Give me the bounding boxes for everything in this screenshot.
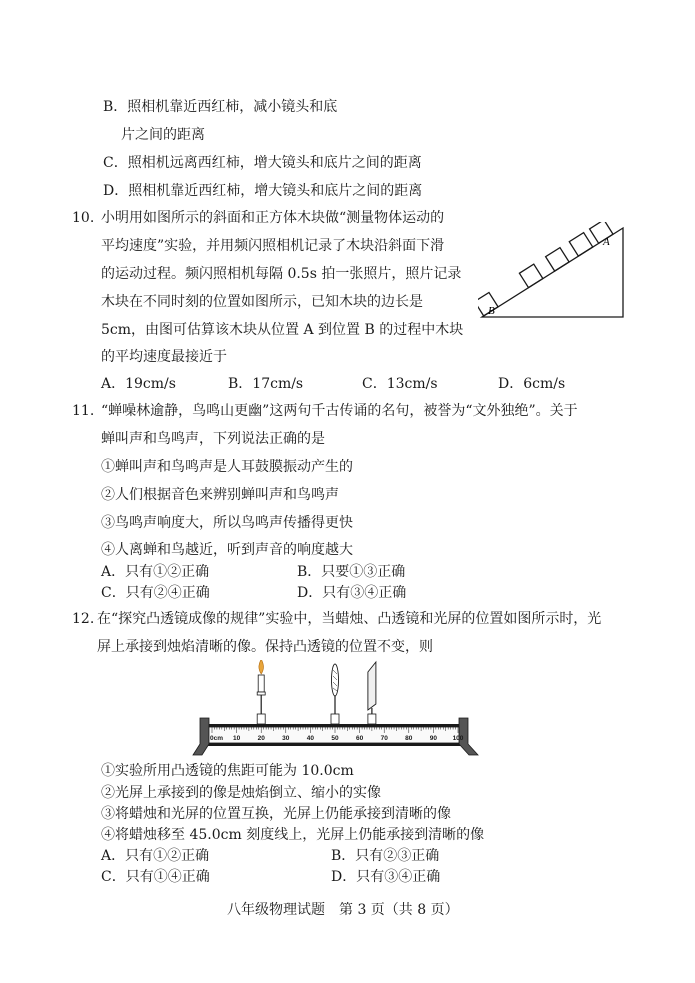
q12-statement-3: ③将蜡烛和光屏的位置互换，光屏上仍能承接到清晰的像 [101,806,451,822]
q11-option-c: C．只有②④正确 [101,585,210,601]
q12-statement-2: ②光屏上承接到的像是烛焰倒立、缩小的实像 [101,785,381,801]
incline-figure [478,222,628,322]
q11-statement-3: ③鸟鸣声响度大，所以鸟鸣声传播得更快 [101,515,353,531]
ruler-tick-label: 70 [380,735,388,742]
q10-line-3: 的运动过程。频闪照相机每隔 0.5s 拍一张照片，照片记录 [101,266,462,282]
optical-bench-figure [188,660,488,762]
page-footer: 八年级物理试题 第 3 页（共 8 页） [227,902,459,918]
q10-line-4: 木块在不同时刻的位置如图所示，已知木块的边长是 [101,294,423,310]
q9-option-b-line1: B．照相机靠近西红柿，减小镜头和底 [103,99,338,115]
q12-number: 12. [72,611,95,627]
block-position-4 [569,233,592,256]
block-position-3 [546,248,569,271]
light-screen [368,662,376,724]
q11-option-a: A．只有①②正确 [101,564,210,580]
q10-line-6: 的平均速度最接近于 [101,349,227,365]
q11-number: 11. [72,403,95,419]
ruler-tick-label: 90 [429,735,438,742]
ruler-tick-label: 10 [232,735,241,742]
ruler-tick-label: 100 [452,735,464,742]
q9-option-b-line2: 片之间的距离 [121,127,205,143]
ruler-tick-label: 0cm [210,735,224,742]
ruler-tick-label: 60 [355,735,364,742]
q9-option-c: C．照相机远离西红柿，增大镜头和底片之间的距离 [103,155,422,171]
q10-option-c: C．13cm/s [362,376,438,392]
candle-flame [259,660,264,674]
ruler-tick-label: 40 [306,735,315,742]
q12-statement-1: ①实验所用凸透镜的焦距可能为 10.0cm [101,763,354,779]
q10-option-b: B．17cm/s [228,376,304,392]
q12-option-c: C．只有①④正确 [101,869,210,885]
q11-line-2: 蝉叫声和鸟鸣声，下列说法正确的是 [101,431,325,447]
ruler-tick-label: 20 [257,735,265,742]
q10-number: 10. [72,210,95,226]
q12-line-1: 在“探究凸透镜成像的规律”实验中，当蜡烛、凸透镜和光屏的位置如图所示时，光 [97,611,602,627]
convex-lens [331,664,339,724]
q10-line-1: 小明用如图所示的斜面和正方体木块做“测量物体运动的 [101,210,445,226]
candle [257,660,265,724]
label-b: B [488,305,495,317]
q11-statement-4: ④人离蝉和鸟越近，听到声音的响度越大 [101,542,353,558]
bench-rail-top [202,724,466,727]
q12-statement-4: ④将蜡烛移至 45.0cm 刻度线上，光屏上仍能承接到清晰的像 [101,827,485,843]
block-position-2 [519,264,542,287]
q12-option-d: D．只有③④正确 [331,869,441,885]
q11-statement-1: ①蝉叫声和鸟鸣声是人耳鼓膜振动产生的 [101,459,353,475]
q10-option-a: A．19cm/s [101,376,176,392]
q10-line-2: 平均速度”实验，并用频闪照相机记录了木块沿斜面下滑 [101,238,445,254]
q10-line-5: 5cm，由图可估算该木块从位置 A 到位置 B 的过程中木块 [101,322,464,338]
ruler-tick-label: 50 [331,735,339,742]
q10-option-d: D．6cm/s [498,376,566,392]
label-a: A [603,236,610,248]
candle-body [258,675,264,692]
q12-line-2: 屏上承接到烛焰清晰的像。保持凸透镜的位置不变，则 [97,639,433,655]
q11-option-b: B．只要①③正确 [297,564,406,580]
ruler-tick-label: 80 [405,735,413,742]
q9-option-d: D．照相机靠近西红柿，增大镜头和底片之间的距离 [103,183,423,199]
q11-option-d: D．只有③④正确 [297,585,407,601]
q12-option-a: A．只有①②正确 [101,848,210,864]
q11-statement-2: ②人们根据音色来辨别蝉叫声和鸟鸣声 [101,487,339,503]
ruler-tick-label: 30 [282,735,290,742]
q11-line-1: “蝉噪林逾静，鸟鸣山更幽”这两句千古传诵的名句，被誉为“文外独绝”。关于 [101,403,578,419]
q12-option-b: B．只有②③正确 [331,848,440,864]
bench-rail-bottom [202,743,466,746]
bench-stand-left [193,718,209,755]
